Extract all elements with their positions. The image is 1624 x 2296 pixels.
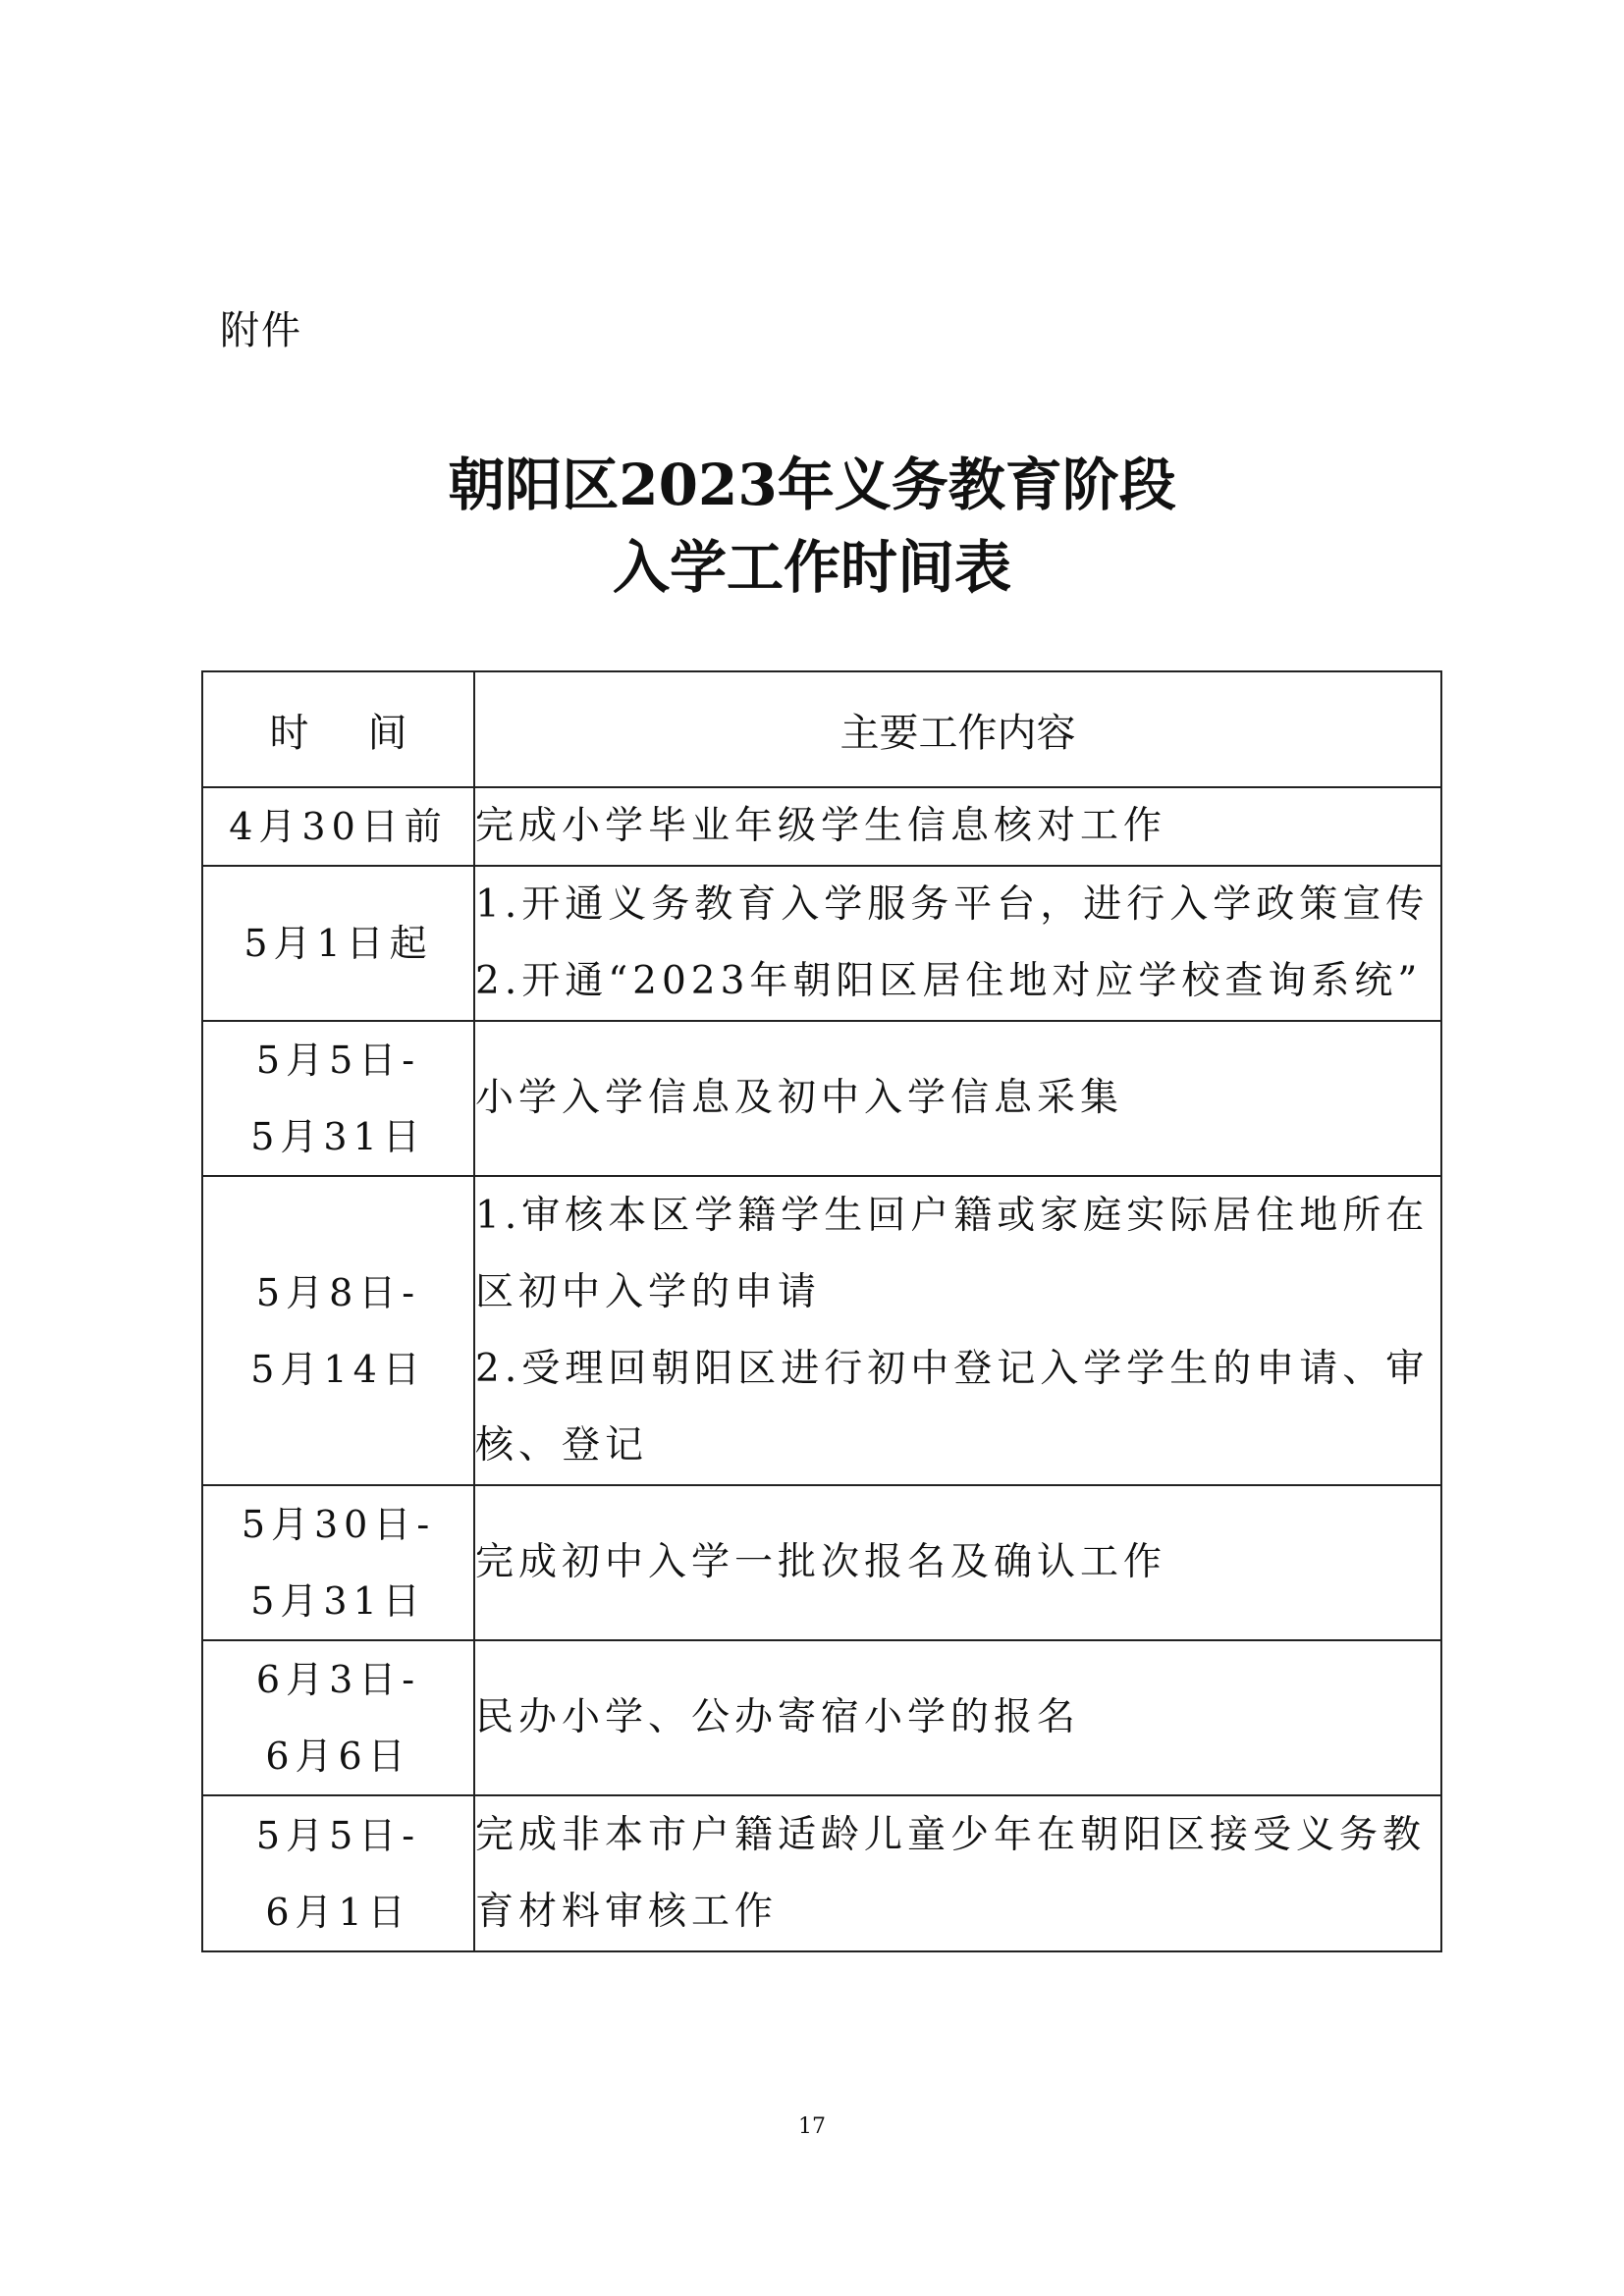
header-time (202, 671, 474, 787)
content-cell (474, 1485, 1441, 1640)
table-row (202, 787, 1441, 866)
header-time-char-1: 时 (269, 710, 309, 756)
time-cell (202, 1640, 474, 1795)
content-line: 1.审核本区学籍学生回户籍或家庭实际居住地所在区初中入学的申请 (475, 1193, 1430, 1314)
time-line: 4月30日前 (229, 805, 448, 848)
table-row (202, 1021, 1441, 1176)
page-number: 17 (798, 2114, 826, 2139)
table-row (202, 1640, 1441, 1795)
table-header-row (202, 671, 1441, 787)
time-cell (202, 787, 474, 866)
content-cell (474, 1021, 1441, 1176)
time-line: 6月6日 (265, 1735, 411, 1778)
attachment-label: 附件 (220, 308, 302, 353)
table-row (202, 1485, 1441, 1640)
time-line: 5月31日 (250, 1579, 426, 1623)
table-row (202, 1795, 1441, 1951)
content-line: 1.开通义务教育入学服务平台，进行入学政策宣传 (475, 882, 1430, 927)
time-line: 5月5日- (255, 1039, 421, 1082)
time-line: 5月14日 (250, 1347, 426, 1391)
header-content: 主要工作内容 (474, 671, 1441, 787)
time-line: 6月3日- (255, 1658, 421, 1701)
content-cell (474, 1795, 1441, 1951)
time-line: 5月31日 (250, 1115, 426, 1158)
time-line: 6月1日 (265, 1890, 411, 1934)
content-line: 2.受理回朝阳区进行初中登记入学学生的申请、审核、登记 (475, 1346, 1430, 1468)
content-line: 完成非本市户籍适龄儿童少年在朝阳区接受义务教育材料审核工作 (475, 1812, 1427, 1934)
time-cell (202, 866, 474, 1021)
time-line: 5月30日- (241, 1503, 436, 1546)
title-line-1: 朝阳区2023年义务教育阶段 (448, 452, 1176, 518)
time-line: 5月5日- (255, 1813, 421, 1857)
content-line: 民办小学、公办寄宿小学的报名 (475, 1695, 1081, 1739)
content-line: 2.开通“2023年朝阳区居住地对应学校查询系统” (475, 959, 1423, 1003)
table-row (202, 1176, 1441, 1485)
content-cell (474, 787, 1441, 866)
header-time-char-2: 间 (367, 710, 407, 756)
time-cell (202, 1795, 474, 1951)
content-cell (474, 1640, 1441, 1795)
time-line: 5月8日- (255, 1270, 421, 1314)
schedule-table (201, 670, 1442, 1952)
table-row (202, 866, 1441, 1021)
title-line-2: 入学工作时间表 (612, 534, 1011, 601)
content-line: 完成小学毕业年级学生信息核对工作 (475, 804, 1167, 848)
time-cell (202, 1021, 474, 1176)
content-cell (474, 866, 1441, 1021)
document-title (0, 444, 1624, 609)
content-line: 完成初中入学一批次报名及确认工作 (475, 1540, 1167, 1584)
content-cell (474, 1176, 1441, 1485)
time-cell (202, 1485, 474, 1640)
time-line: 5月1日起 (244, 922, 433, 965)
content-line: 小学入学信息及初中入学信息采集 (475, 1076, 1124, 1120)
time-cell (202, 1176, 474, 1485)
